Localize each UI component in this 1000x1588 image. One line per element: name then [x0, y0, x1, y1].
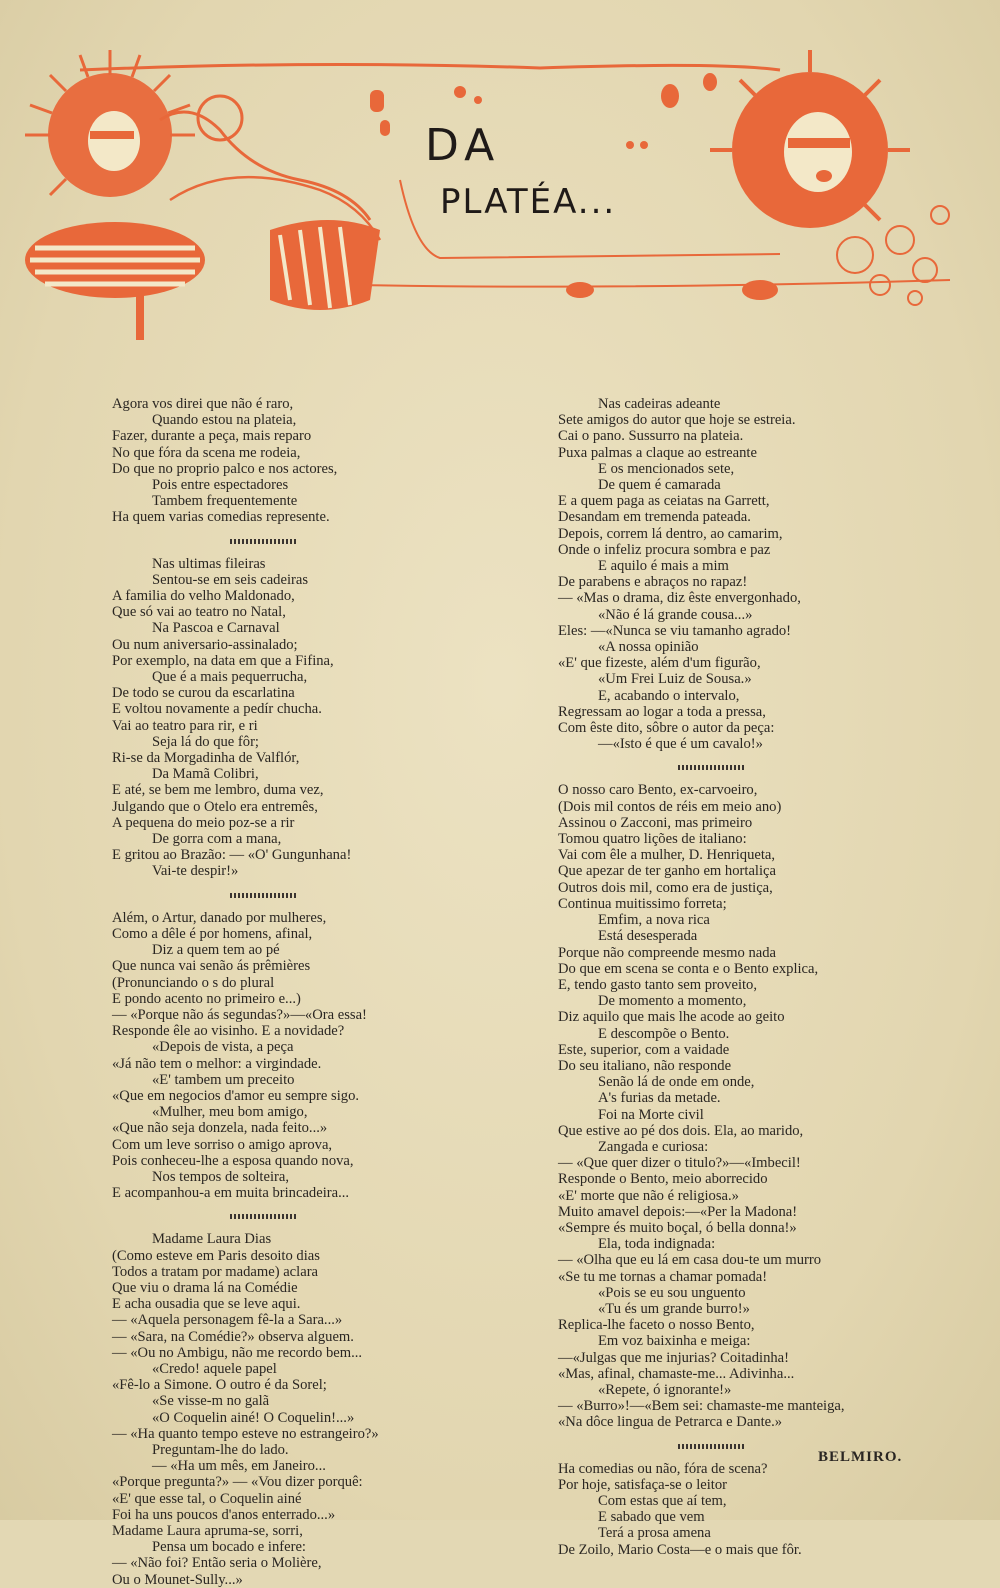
poem-line: Ha comedias ou não, fóra de scena?	[558, 1460, 768, 1477]
poem-line: De quem é camarada	[598, 477, 721, 494]
poem-line: — «Sara, na Comédie?» observa alguem.	[112, 1328, 354, 1345]
poem-line: «O Coquelin ainé! O Coquelin!...»	[152, 1409, 355, 1426]
poem-line: «Não é lá grande cousa...»	[598, 606, 753, 623]
stanza-separator	[112, 532, 442, 548]
poem-line: —«Isto é que é um cavalo!»	[598, 736, 763, 753]
poem-line: Quando estou na plateia,	[152, 412, 297, 429]
poem-line: Nas cadeiras adeante	[598, 396, 721, 412]
poem-line: Depois, correm lá dentro, ao camarim,	[558, 525, 783, 542]
poem-line: Puxa palmas a claque ao estreante	[558, 444, 757, 461]
poem-line: Vai-te despir!»	[152, 863, 239, 880]
poem-stanza	[558, 782, 908, 1430]
poem-line: Ri-se da Morgadinha de Valflór,	[112, 750, 300, 767]
poem-line: Tambem frequentemente	[152, 493, 298, 510]
poem-line: — «Olha que eu lá em casa dou-te um murro	[558, 1252, 822, 1269]
poem-line: Pois conheceu-lhe a esposa quando nova,	[112, 1152, 354, 1169]
poem-line: Por exemplo, na data em que a Fifina,	[112, 652, 334, 669]
poem-line: Em voz baixinha e meiga:	[598, 1333, 751, 1350]
poem-line: «Sempre és muito boçal, ó bella donna!»	[558, 1219, 797, 1236]
poem-line: Sete amigos do autor que hoje se estreia.	[558, 412, 796, 429]
poem-line: Zangada e curiosa:	[598, 1138, 709, 1155]
poem-line: «Mas, afinal, chamaste-me... Adivinha...	[558, 1365, 795, 1382]
poem-line: «Já não tem o melhor: a virgindade.	[112, 1055, 322, 1072]
poem-line: Que é a mais pequerrucha,	[152, 669, 308, 686]
poem-line: «Que em negocios d'amor eu sempre sigo.	[112, 1087, 360, 1104]
poem-line: Pois entre espectadores	[152, 477, 289, 494]
poem-line: Responde o Bento, meio aborrecido	[558, 1171, 768, 1188]
title-line-2: PLATÉA...	[440, 182, 617, 222]
poem-line: Preguntam-lhe do lado.	[152, 1441, 289, 1458]
poem-line: Fazer, durante a peça, mais reparo	[112, 428, 312, 445]
poem-line: Ou o Mounet-Sully...»	[112, 1571, 243, 1588]
poem-line: De momento a momento,	[598, 993, 747, 1010]
poem-line: Ou num aniversario-assinalado;	[112, 636, 298, 653]
poem-line: Responde êle ao visinho. E a novidade?	[112, 1023, 345, 1040]
poem-line: —«Julgas que me injurias? Coitadinha!	[558, 1349, 790, 1366]
striped-drapery	[270, 220, 380, 310]
poem-line: Que apezar de ter ganho em hortaliça	[558, 863, 776, 880]
poem-line: «Porque pregunta?» — «Vou dizer porquê:	[112, 1474, 363, 1491]
poem-line: Da Mamã Colibri,	[152, 766, 259, 783]
poem-line: Ha quem varias comedias represente.	[112, 509, 330, 526]
poem-line: Vai ao teatro para rir, e ri	[112, 717, 258, 734]
poem-line: «Repete, ó ignorante!»	[598, 1381, 732, 1398]
poem-line: «E' tambem um preceito	[152, 1071, 295, 1088]
poem-line: E voltou novamente a pedír chucha.	[112, 701, 322, 718]
poem-line: No que fóra da scena me rodeia,	[112, 444, 301, 461]
poem-line: (Como esteve em Paris desoito dias	[112, 1247, 320, 1264]
poem-line: De gorra com a mana,	[152, 831, 282, 848]
poem-stanza	[112, 556, 442, 880]
poem-line: — «Mas o drama, diz êste envergonhado,	[558, 590, 801, 607]
poem-line: Madame Laura apruma-se, sorri,	[112, 1523, 303, 1539]
title-line-1: DA	[425, 120, 501, 171]
poem-line: «E' morte que não é religiosa.»	[558, 1187, 739, 1204]
poem-line: Está desesperada	[598, 928, 698, 945]
poem-line: Com estas que aí tem,	[598, 1493, 727, 1509]
poem-line: «E' que esse tal, o Coquelin ainé	[112, 1490, 302, 1507]
poem-line: — «Não foi? Então seria o Molière,	[112, 1555, 322, 1572]
poem-line: — «Ha quanto tempo esteve no estrangeiro?»	[112, 1425, 379, 1442]
poem-stanza	[112, 1231, 442, 1587]
poem-line: Que estive ao pé dos dois. Ela, ao marido,	[558, 1122, 804, 1139]
poem-line: — «Que quer dizer o titulo?»—«Imbecil!	[558, 1155, 801, 1172]
stanza-separator	[558, 758, 908, 774]
poem-line: — «Aquela personagem fê-la a Sara...»	[112, 1312, 343, 1329]
author-signature: BELMIRO.	[818, 1449, 903, 1465]
poem-line: Do que no proprio palco e nos actores,	[112, 460, 338, 477]
poem-line: O nosso caro Bento, ex-carvoeiro,	[558, 782, 758, 799]
poem-line: Assinou o Zacconi, mas primeiro	[558, 814, 753, 831]
poem-stanza	[558, 1461, 908, 1558]
poem-stanza	[112, 910, 442, 1202]
poem-line: A familia do velho Maldonado,	[112, 588, 295, 605]
poem-line: «Se visse-m no galã	[152, 1393, 270, 1410]
poem-line: Que viu o drama lá na Comédie	[112, 1279, 298, 1296]
poem-line: Continua muitissimo forreta;	[558, 895, 727, 912]
poem-line: Como a dêle é por homens, afinal,	[112, 925, 313, 942]
poem-line: «Credo! aquele papel	[152, 1360, 277, 1377]
poem-line: Pensa um bocado e infere:	[152, 1539, 306, 1556]
poem-line: Que nunca vai senão ás prêmières	[112, 958, 311, 975]
poem-line: Todos a tratam por madame) aclara	[112, 1263, 319, 1280]
poem-line: A pequena do meio poz-se a rir	[112, 814, 295, 831]
poem-line: Sentou-se em seis cadeiras	[152, 571, 309, 588]
poem-line: Replica-lhe faceto o nosso Bento,	[558, 1317, 755, 1334]
poem-line: Seja lá do que fôr;	[152, 733, 259, 750]
poem-line: «Na dôce lingua de Petrarca e Dante.»	[558, 1414, 783, 1431]
right-sunburst	[710, 50, 910, 228]
poem-line: Terá a prosa amena	[598, 1525, 711, 1542]
poem-line: «Se tu me tornas a chamar pomada!	[558, 1268, 768, 1285]
poem-line: Além, o Artur, danado por mulheres,	[112, 909, 327, 926]
poem-line: «Pois se eu sou unguento	[598, 1284, 746, 1301]
poem-line: De Zoilo, Mario Costa—e o mais que fôr.	[558, 1541, 802, 1558]
poem-line: Desandam em tremenda pateada.	[558, 509, 751, 526]
poem-line: A's furias da metade.	[598, 1090, 721, 1107]
poem-line: E os mencionados sete,	[598, 460, 735, 477]
poem-line: Senão lá de onde em onde,	[598, 1074, 755, 1091]
poem-column-right	[558, 396, 908, 1558]
poem-line: Tomou quatro lições de italiano:	[558, 831, 747, 848]
poem-line: — «Ou no Ambigu, não me recordo bem...	[112, 1344, 363, 1361]
poem-line: E aquilo é mais a mim	[598, 558, 729, 575]
poem-line: «Tu és um grande burro!»	[598, 1300, 750, 1317]
poem-line: Na Pascoa e Carnaval	[152, 620, 280, 637]
poem-line: Com êste dito, sôbre o autor da peça:	[558, 720, 775, 737]
stanza-separator	[112, 1207, 442, 1223]
poem-line: Eles: —«Nunca se viu tamanho agrado!	[558, 622, 792, 639]
poem-line: Agora vos direi que não é raro,	[112, 396, 294, 412]
poem-line: Ela, toda indignada:	[598, 1236, 716, 1253]
poem-line: E, acabando o intervalo,	[598, 687, 740, 704]
poem-line: Por hoje, satisfaça-se o leitor	[558, 1476, 727, 1493]
poem-column-left	[112, 396, 442, 1588]
striped-cushion	[25, 222, 205, 298]
poem-line: Foi na Morte civil	[598, 1106, 704, 1123]
poem-stanza	[558, 396, 908, 752]
left-sunburst	[25, 50, 195, 197]
poem-line: Regressam ao logar a toda a pressa,	[558, 703, 766, 720]
poem-line: (Dois mil contos de réis em meio ano)	[558, 798, 782, 815]
poem-line: Do seu italiano, não responde	[558, 1057, 732, 1074]
poem-line: Emfim, a nova rica	[598, 912, 710, 929]
poem-line: — «Ha um mês, em Janeiro...	[152, 1458, 326, 1475]
poem-line: «Depois de vista, a peça	[152, 1039, 294, 1056]
poem-line: Diz aquilo que mais lhe acode ao geito	[558, 1009, 785, 1026]
poem-line: Porque não compreende mesmo nada	[558, 944, 777, 961]
poem-line: E pondo acento no primeiro e...)	[112, 990, 301, 1007]
poem-line: «Fê-lo a Simone. O outro é da Sorel;	[112, 1377, 327, 1394]
poem-line: E acompanhou-a em muita brincadeira...	[112, 1185, 350, 1202]
poem-line: — «Burro»!—«Bem sei: chamaste-me manteiga,	[558, 1398, 845, 1415]
stanza-separator	[112, 886, 442, 902]
poem-line: E gritou ao Brazão: — «O' Gungunhana!	[112, 847, 352, 864]
poem-line: Diz a quem tem ao pé	[152, 942, 280, 959]
poem-line: E a quem paga as ceiatas na Garrett,	[558, 493, 770, 510]
poem-line: Julgando que o Otelo era entremês,	[112, 798, 318, 815]
poem-line: Nas ultimas fileiras	[152, 555, 266, 572]
poem-line: E até, se bem me lembro, duma vez,	[112, 782, 324, 799]
poem-line: Com um leve sorriso o amigo aprova,	[112, 1136, 333, 1153]
poem-line: E acha ousadia que se leve aqui.	[112, 1296, 301, 1313]
poem-line: Vai com êle a mulher, D. Henriqueta,	[558, 847, 776, 864]
poem-line: «Que não seja donzela, nada feito...»	[112, 1120, 328, 1137]
poem-line: Este, superior, com a vaidade	[558, 1041, 730, 1058]
poem-stanza	[112, 396, 442, 526]
poem-line: Muito amavel depois:—«Per la Madona!	[558, 1203, 798, 1220]
poem-line: Madame Laura Dias	[152, 1231, 272, 1248]
poem-line: E sabado que vem	[598, 1509, 705, 1526]
poem-line: E, tendo gasto tanto sem proveito,	[558, 976, 758, 993]
poem-line: De todo se curou da escarlatina	[112, 685, 295, 702]
poem-line: Onde o infeliz procura sombra e paz	[558, 541, 771, 558]
poem-line: — «Porque não ás segundas?»—«Ora essa!	[112, 1006, 367, 1023]
poem-line: (Pronunciando o s do plural	[112, 974, 275, 991]
poem-line: De parabens e abraços no rapaz!	[558, 574, 748, 591]
poem-line: Foi ha uns poucos d'anos enterrado...»	[112, 1506, 336, 1523]
poem-line: «Um Frei Luiz de Sousa.»	[598, 671, 752, 688]
poem-line: «A nossa opinião	[598, 639, 699, 656]
poem-line: Que só vai ao teatro no Natal,	[112, 604, 286, 621]
poem-line: E descompõe o Bento.	[598, 1025, 730, 1042]
poem-line: Nos tempos de solteira,	[152, 1168, 289, 1185]
poem-line: Cai o pano. Sussurro na plateia.	[558, 428, 744, 445]
poem-line: Do que em scena se conta e o Bento explica,	[558, 960, 819, 977]
poem-line: «E' que fizeste, além d'um figurão,	[558, 655, 761, 672]
poem-line: «Mulher, meu bom amigo,	[152, 1104, 308, 1121]
poem-line: Outros dois mil, como era de justiça,	[558, 879, 773, 896]
